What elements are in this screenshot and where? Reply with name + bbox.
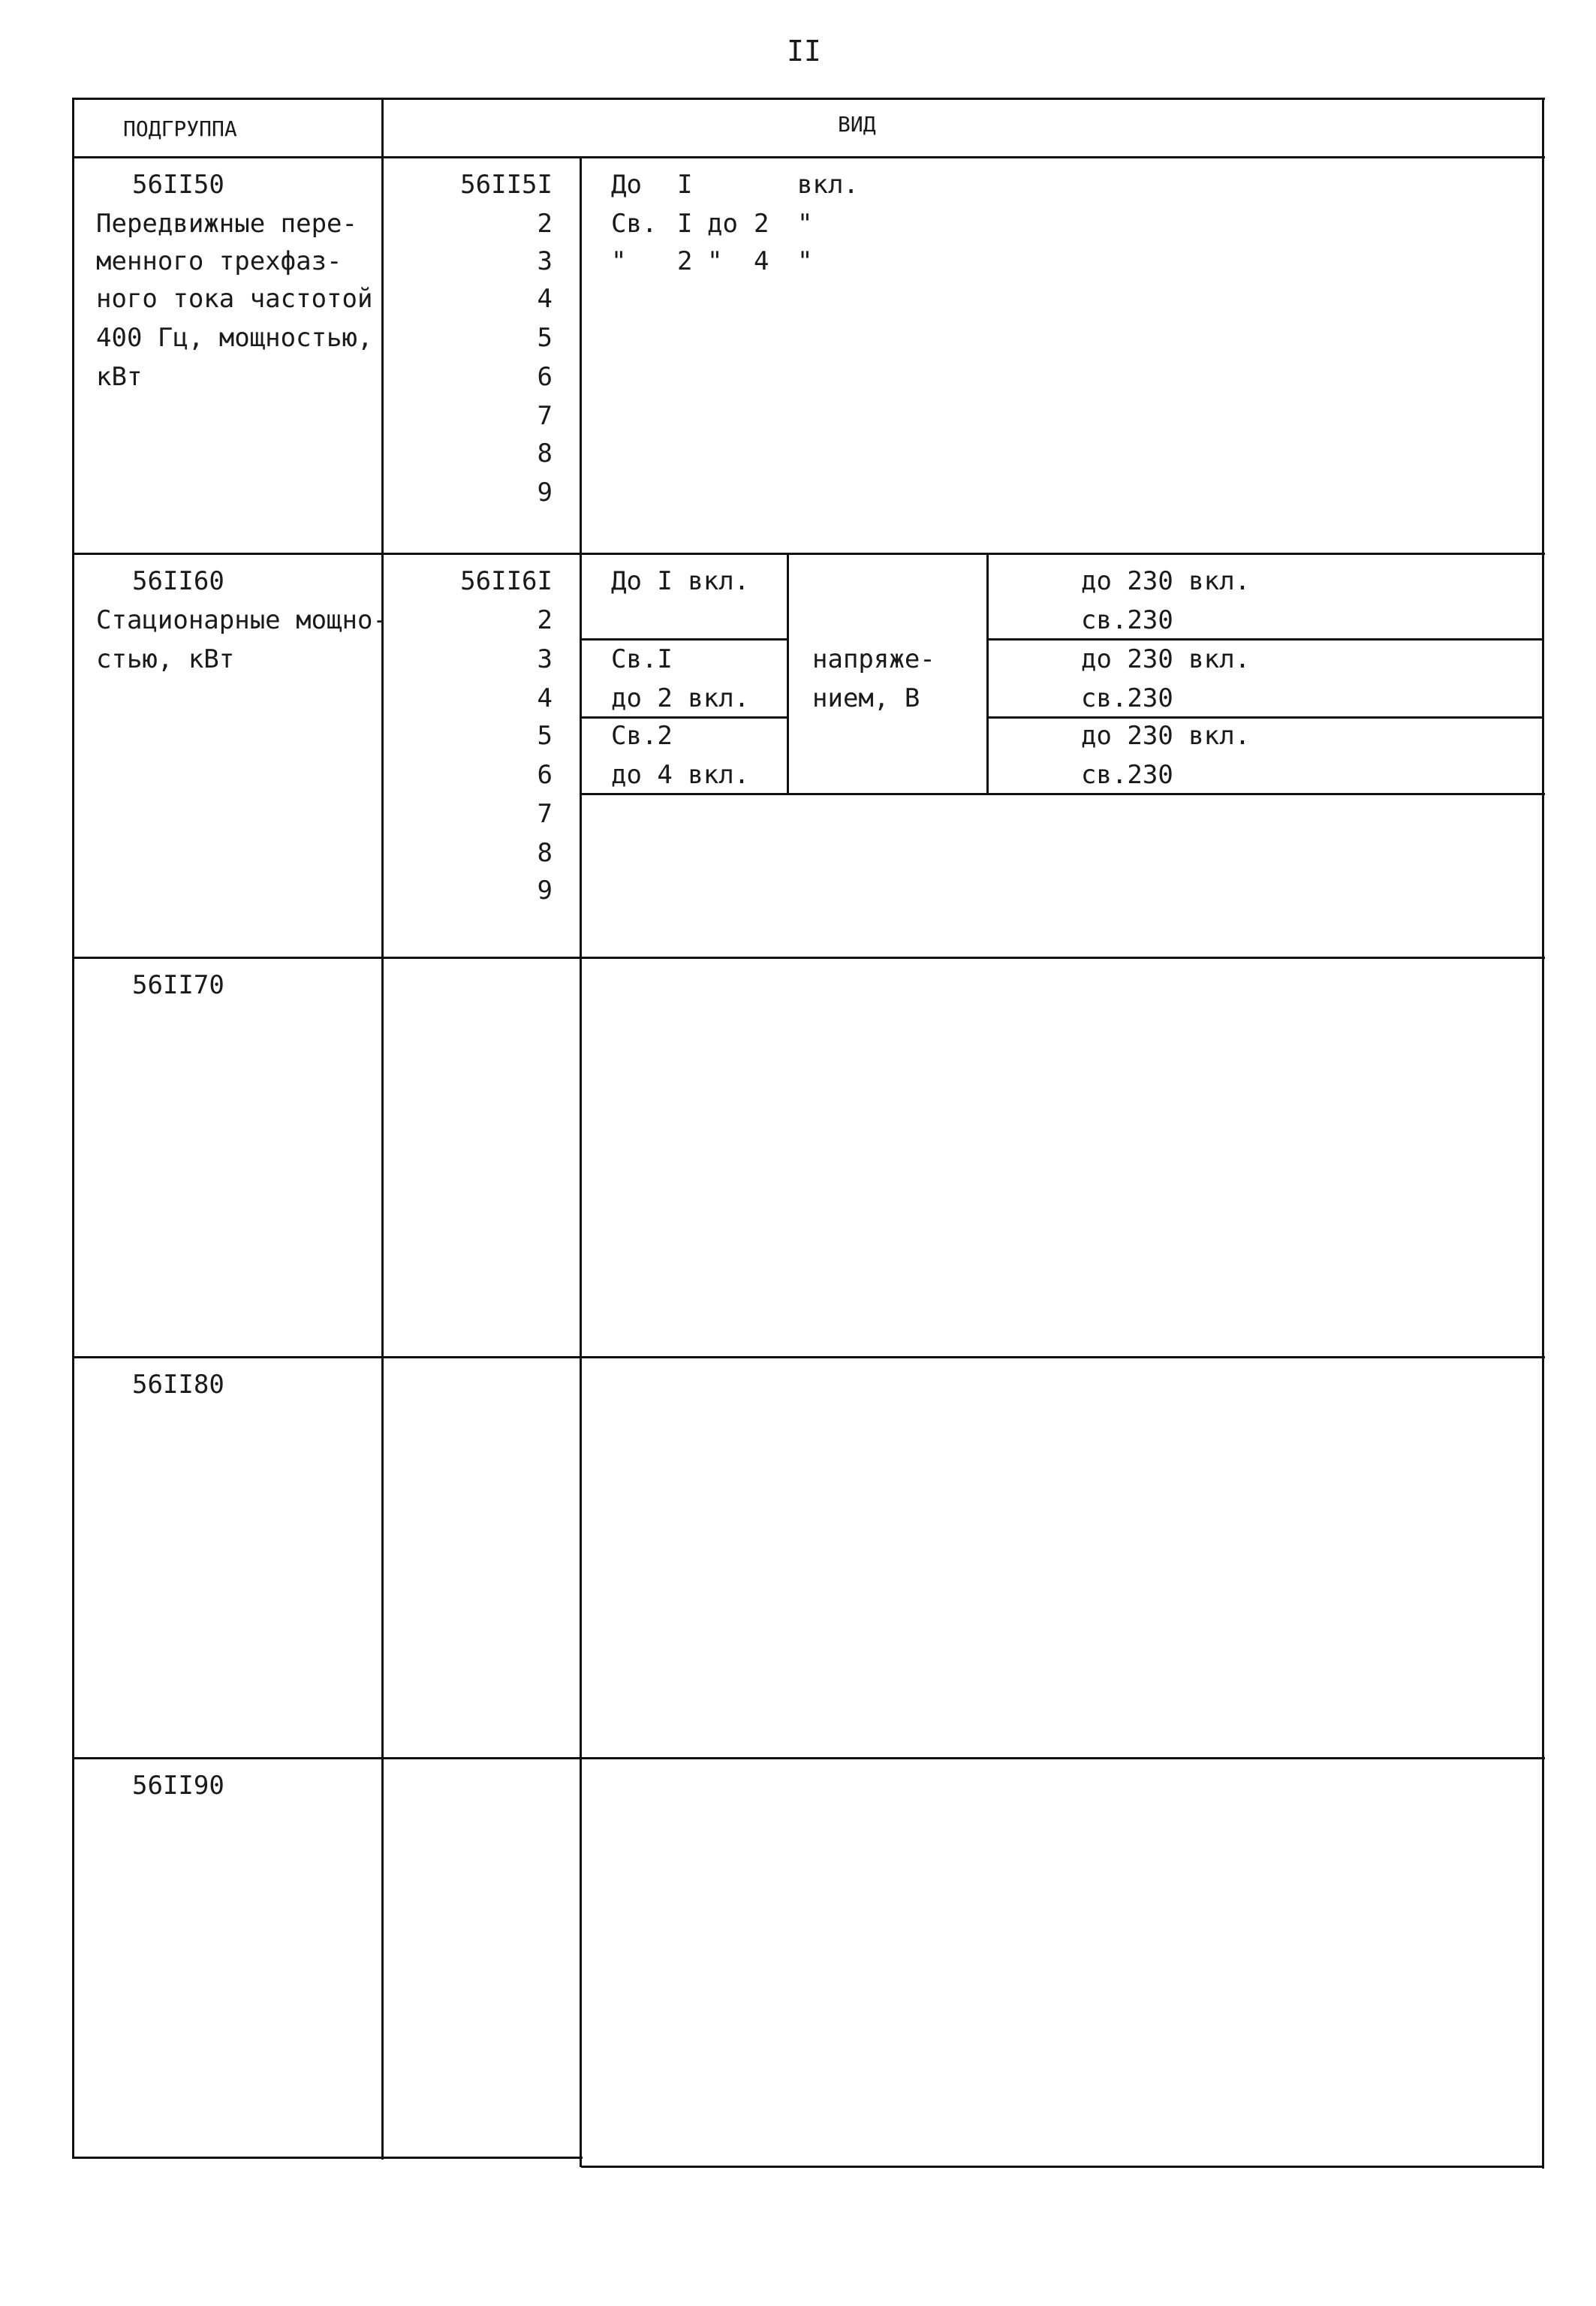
description-line: 400 Гц, мощностью, <box>96 323 373 353</box>
description-line: кВт <box>96 362 143 392</box>
sub-code: 9 <box>537 876 553 906</box>
type-cell: I <box>677 170 693 200</box>
type-cell: Св. <box>611 209 658 239</box>
section-code-56II70: 56II70 <box>132 970 224 1000</box>
subtable-row-2b <box>986 716 1543 719</box>
voltage-value: св.230 <box>1081 760 1173 790</box>
voltage-value: до 230 вкл. <box>1081 721 1251 751</box>
description-line: ного тока частотой <box>96 284 373 314</box>
section-code: 56II60 <box>132 566 224 596</box>
subtable-col-1 <box>787 553 789 794</box>
sub-code: 2 <box>537 209 553 239</box>
power-range: До I вкл. <box>611 566 750 596</box>
sub-code: 3 <box>537 644 553 674</box>
subtable-row-1b <box>986 638 1543 641</box>
table-top-border <box>72 98 1545 100</box>
type-cell: " <box>611 246 627 276</box>
sub-code: 7 <box>537 401 553 431</box>
sub-code: 5 <box>537 323 553 353</box>
sub-code: 6 <box>537 362 553 392</box>
description-line: Стационарные мощно- <box>96 605 388 635</box>
type-cell: До <box>611 170 642 200</box>
sub-code: 7 <box>537 799 553 829</box>
power-range: до 2 вкл. <box>611 683 750 713</box>
table-right-border <box>1542 98 1544 2169</box>
table-bottom-border-right <box>581 2166 1544 2168</box>
table-bottom-border-left <box>72 2157 583 2159</box>
voltage-value: до 230 вкл. <box>1081 566 1251 596</box>
header-divider <box>72 156 1545 158</box>
section-divider-1 <box>72 553 1545 555</box>
type-cell: " <box>707 246 723 276</box>
description-line: менного трехфаз- <box>96 246 342 276</box>
voltage-label: нием, В <box>812 683 920 713</box>
voltage-value: до 230 вкл. <box>1081 644 1251 674</box>
sub-code: 2 <box>537 605 553 635</box>
description-line: стью, кВт <box>96 644 235 674</box>
sub-code: 5 <box>537 721 553 751</box>
type-cell: 4 <box>754 246 769 276</box>
column-divider-1 <box>381 98 384 2160</box>
sub-code: 4 <box>537 284 553 314</box>
section-code: 56II50 <box>132 170 224 200</box>
type-cell: до <box>707 209 738 239</box>
sub-code: 56II5I <box>460 170 553 200</box>
section-divider-3 <box>72 1356 1545 1358</box>
description-line: Передвижные пере- <box>96 209 357 239</box>
type-cell: вкл. <box>797 170 859 200</box>
sub-code: 4 <box>537 683 553 713</box>
header-subgroup: ПОДГРУППА <box>123 116 237 141</box>
subtable-col-2 <box>986 553 989 794</box>
sub-code: 56II6I <box>460 566 553 596</box>
sub-code: 8 <box>537 439 553 469</box>
sub-code: 9 <box>537 478 553 508</box>
type-cell: 2 <box>677 246 693 276</box>
power-range: Св.2 <box>611 721 673 751</box>
table-left-border <box>72 98 74 2159</box>
section-divider-2 <box>72 957 1545 959</box>
type-cell: 2 <box>754 209 769 239</box>
section-code-56II80: 56II80 <box>132 1370 224 1400</box>
section-divider-4 <box>72 1757 1545 1759</box>
power-range: Св.I <box>611 644 673 674</box>
page-number: II <box>787 35 821 68</box>
voltage-value: св.230 <box>1081 683 1173 713</box>
voltage-value: св.230 <box>1081 605 1173 635</box>
header-type: ВИД <box>838 112 876 137</box>
column-divider-2 <box>580 156 582 2167</box>
type-cell: I <box>677 209 693 239</box>
sub-code: 3 <box>537 246 553 276</box>
type-cell: " <box>797 209 813 239</box>
sub-code: 6 <box>537 760 553 790</box>
power-range: до 4 вкл. <box>611 760 750 790</box>
sub-code: 8 <box>537 838 553 868</box>
voltage-label: напряже- <box>812 644 935 674</box>
section-code-56II90: 56II90 <box>132 1771 224 1801</box>
type-cell: " <box>797 246 813 276</box>
